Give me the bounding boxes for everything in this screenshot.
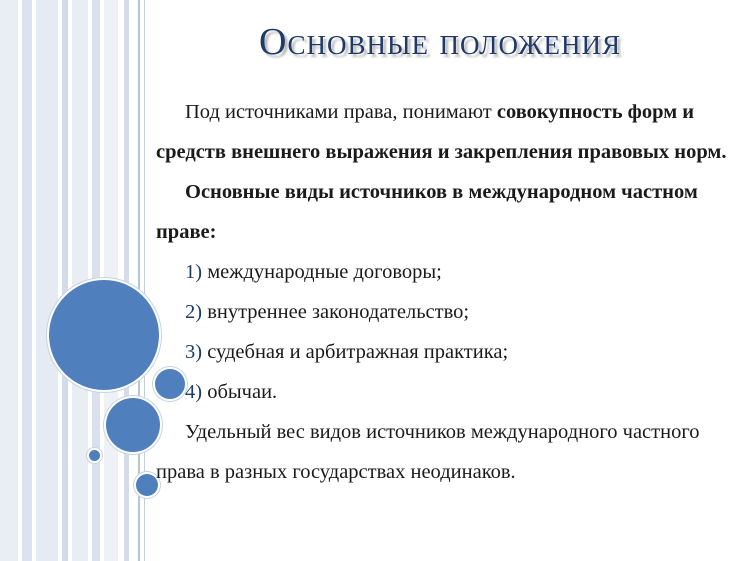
list-item: 4) обычаи. <box>185 381 278 403</box>
decorative-circle-tiny <box>89 450 100 461</box>
list-item: 1) международные договоры; <box>185 261 442 283</box>
paragraph-conclusion: Удельный вес видов источников международного частного права в разных государствах неодинаков. <box>156 421 700 483</box>
slide-title: Основные положения <box>259 21 621 63</box>
definition-normal-text: Под источниками права, понимают <box>185 101 497 123</box>
paragraph-kinds-heading: Основные виды источников в международном частном праве: <box>156 181 698 243</box>
paragraph-definition <box>156 92 741 172</box>
decorative-circle-large <box>49 280 159 390</box>
decorative-circle-small-2 <box>136 474 158 496</box>
decorative-stripes <box>0 0 150 561</box>
list-item: 2) внутреннее законодательство; <box>185 301 470 323</box>
decorative-circle-medium <box>106 398 160 452</box>
definition-bold-text: совокупность форм и средств внешнего выражения и закрепления правовых норм. <box>156 101 727 163</box>
slide-body <box>156 92 741 492</box>
list-item: 3) судебная и арбитражная практика; <box>185 341 509 363</box>
